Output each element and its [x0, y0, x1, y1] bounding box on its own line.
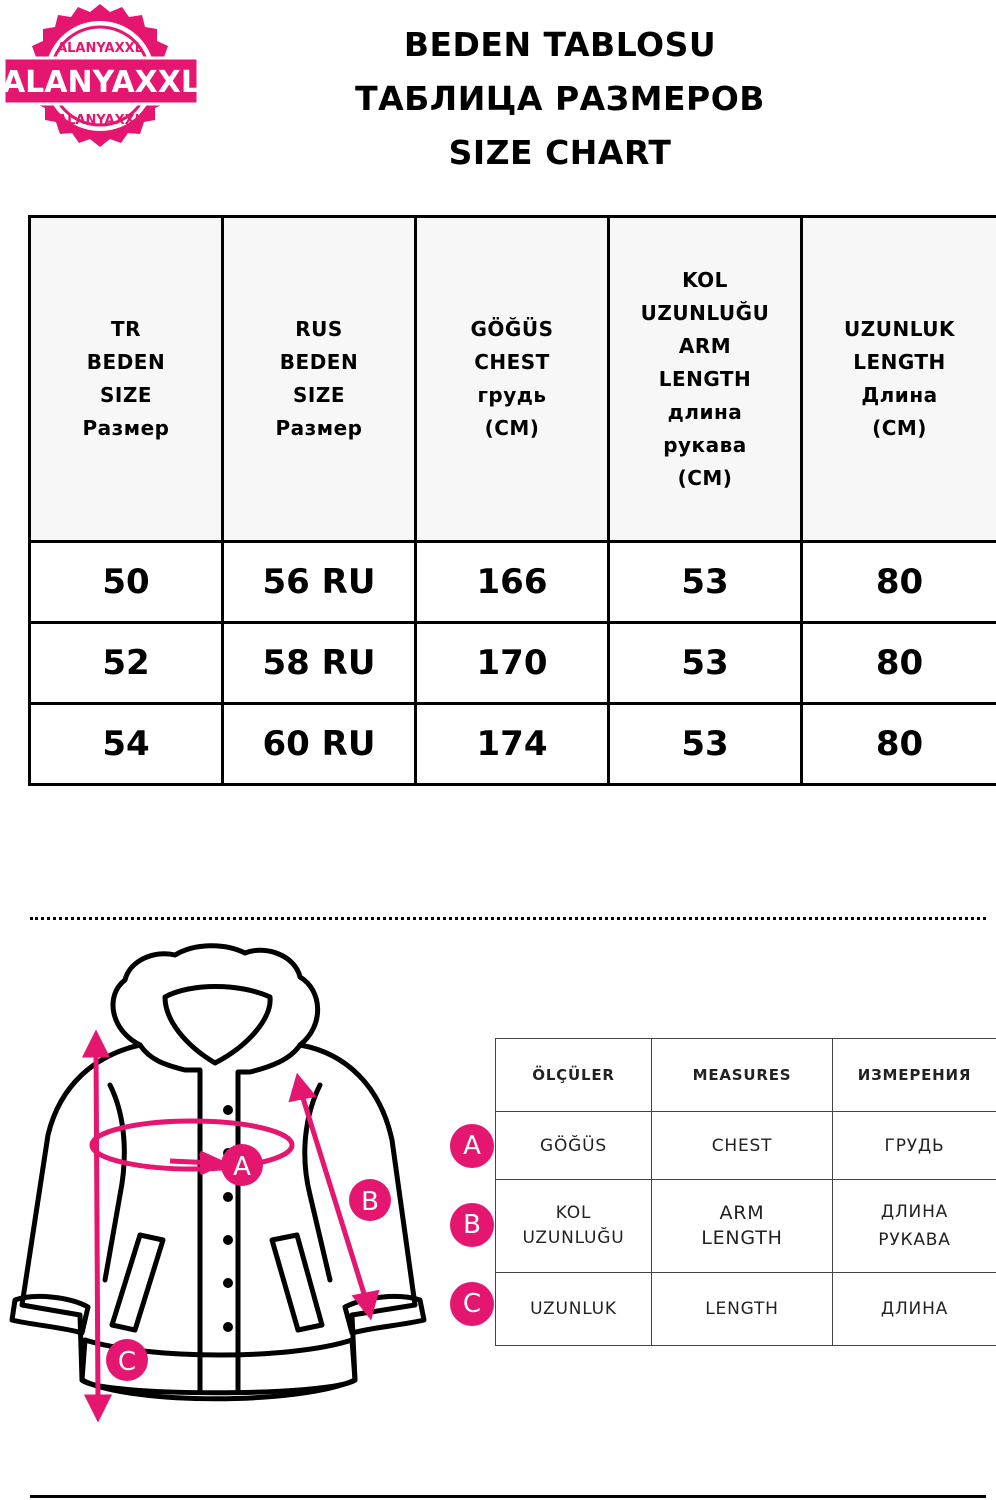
- svg-text:C: C: [117, 1347, 137, 1377]
- title-tr: BEDEN TABLOSU: [403, 25, 717, 64]
- header-izmereniya: ИЗМЕРЕНИЯ: [833, 1039, 996, 1112]
- marker-b-legend: B: [450, 1203, 494, 1247]
- cell-tr: KOL UZUNLUĞU: [496, 1180, 652, 1273]
- measures-table: [495, 1038, 996, 1346]
- cell-tr: UZUNLUK: [496, 1273, 652, 1346]
- header-arm-length: KOL UZUNLUĞU ARM LENGTH длина рукава (CM): [609, 217, 802, 542]
- cell-chest: 174: [416, 704, 609, 785]
- cell-ru: ГРУДЬ: [833, 1112, 996, 1180]
- marker-c-legend: C: [450, 1282, 494, 1326]
- size-chart-table: [28, 215, 996, 786]
- cell-rus-size: 58 RU: [223, 623, 416, 704]
- jacket-icon: [0, 935, 440, 1425]
- cell-en: LENGTH: [652, 1273, 833, 1346]
- header-tr-size: TR BEDEN SIZE Размер: [30, 217, 223, 542]
- table-row: [496, 1180, 996, 1273]
- title-ru: ТАБЛИЦА РАЗМЕРОВ: [355, 79, 765, 118]
- svg-text:A: A: [233, 1152, 251, 1182]
- cell-ru: ДЛИНА: [833, 1273, 996, 1346]
- size-table-header-row: [30, 217, 996, 542]
- table-row: [30, 704, 996, 785]
- page-title: [300, 18, 820, 180]
- logo-text-bottom: ALANYAXXL: [57, 113, 143, 128]
- cell-length: 80: [802, 623, 996, 704]
- header-olculer: ÖLÇÜLER: [496, 1039, 652, 1112]
- bottom-divider: [30, 1495, 986, 1498]
- cell-rus-size: 60 RU: [223, 704, 416, 785]
- cell-ru: ДЛИНА РУКАВА: [833, 1180, 996, 1273]
- header-rus-size: RUS BEDEN SIZE Размер: [223, 217, 416, 542]
- cell-length: 80: [802, 704, 996, 785]
- cell-length: 80: [802, 542, 996, 623]
- cell-tr-size: 54: [30, 704, 223, 785]
- cell-arm-length: 53: [609, 623, 802, 704]
- cell-chest: 166: [416, 542, 609, 623]
- marker-a-legend: A: [450, 1124, 494, 1168]
- brand-logo: [0, 0, 200, 190]
- table-row: [30, 542, 996, 623]
- dotted-divider: [30, 917, 986, 920]
- table-row: [496, 1273, 996, 1346]
- cell-arm-length: 53: [609, 542, 802, 623]
- measures-header-row: [496, 1039, 996, 1112]
- logo-text-top: ALANYAXXL: [57, 41, 143, 56]
- header-length: UZUNLUK LENGTH Длина (CM): [802, 217, 996, 542]
- header-measures: MEASURES: [652, 1039, 833, 1112]
- cell-tr-size: 52: [30, 623, 223, 704]
- table-row: [496, 1112, 996, 1180]
- cell-arm-length: 53: [609, 704, 802, 785]
- cell-en: CHEST: [652, 1112, 833, 1180]
- cell-en: ARM LENGTH: [652, 1180, 833, 1273]
- cell-rus-size: 56 RU: [223, 542, 416, 623]
- title-en: SIZE CHART: [448, 133, 672, 172]
- logo-text: ALANYAXXL: [1, 65, 200, 100]
- header-chest: GÖĞÜS CHEST грудь (CM): [416, 217, 609, 542]
- table-row: [30, 623, 996, 704]
- cell-tr-size: 50: [30, 542, 223, 623]
- cell-tr: GÖĞÜS: [496, 1112, 652, 1180]
- cell-chest: 170: [416, 623, 609, 704]
- svg-text:B: B: [361, 1187, 379, 1217]
